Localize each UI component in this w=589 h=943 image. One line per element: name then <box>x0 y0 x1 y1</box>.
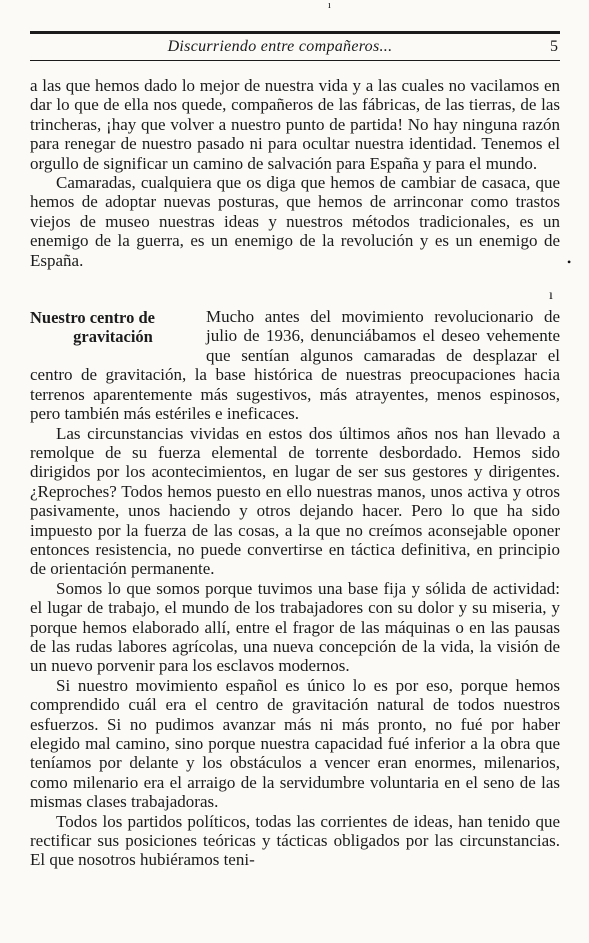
section-heading-line: gravitación <box>73 327 153 347</box>
section-spacer <box>30 270 560 307</box>
page-number: 5 <box>550 38 558 55</box>
running-title: Discurriendo entre compañeros... <box>167 38 393 55</box>
section-heading <box>30 308 196 347</box>
paragraph-continued: a las que hemos dado lo mejor de nuestra vida y a las cuales no vacilamos en dar lo que de ella nos quede, compañeros de las fábricas, de las tierras, de las trincheras, ¡hay que volver a nuestro punto de partida! No hay ninguna razón para renegar de nuestro pasado ni para ocultar nuestra identidad. Tenemos el orgullo de significar un camino de salvación para España y para el mundo. <box>30 76 560 173</box>
page-body <box>30 76 560 870</box>
paragraph: Camaradas, cualquiera que os diga que hemos de cambiar de casaca, que hemos de adoptar nuevas posturas, que hemos de arrinconar como trastos viejos de museo nuestras ideas y nuestros métodos tradicionales, es un enemigo de la guerra, es un enemigo de la revolución y es un enemigo de España. <box>30 173 560 270</box>
paragraph: Las circunstancias vividas en estos dos últimos años nos han llevado a remolque de su fuerza elemental de torrente desbordado. Hemos sido dirigidos por los acontecimientos, en lugar de ser sus gestores y dirigentes. ¿Reproches? Todos hemos puesto en ello nuestras manos, unos activa y otros pasivamente, unos haciendo y otros dejando hacer. Pero lo que ha sido impuesto por la fuerza de las cosas, a la que no creímos aconsejable oponer entonces resistencia, no puede convertirse en táctica definitiva, en principio de orientación permanente. <box>30 423 560 579</box>
header-rule-bottom <box>30 60 560 61</box>
header-rule-top <box>30 31 560 34</box>
paragraph: Todos los partidos políticos, todas las corrientes de ideas, han tenido que rectificar sus posiciones teóricas y tácticas obligados por las circunstancias. El que nosotros hubiéramos teni- <box>30 811 560 870</box>
scan-speck: ı <box>328 0 331 11</box>
section-heading-line: Nuestro centro de <box>30 308 155 328</box>
scan-speck: • <box>567 255 572 269</box>
paragraph: Si nuestro movimiento español es único lo es por eso, porque hemos comprendido cuál era el centro de gravitación natural de todos nuestros esfuerzos. Si no pudimos avanzar más ni más pronto, no fué por haber elegido mal camino, sino porque nuestra capacidad fué inferior a la obra que teníamos por delante y los obstáculos a vencer eran enormes, milenarios, como milenario era el arraigo de la servidumbre voluntaria en el seno de las mismas clases trabajadoras. <box>30 675 560 812</box>
scan-speck: ı <box>549 288 553 303</box>
running-header <box>30 36 560 58</box>
paragraph: Somos lo que somos porque tuvimos una base fija y sólida de actividad: el lugar de trabajo, el mundo de los trabajadores con su dolor y su miseria, y porque hemos elaborado allí, entre el fragor de las máquinas o en las pausas de las rudas labores agrícolas, una nueva concepción de la vida, la visión de un nuevo porvenir para los esclavos modernos. <box>30 578 560 676</box>
paragraph: Mucho antes del movimiento revolucionario de julio de 1936, denunciábamos el deseo vehemente que sentían algunos camaradas de desplazar el centro de gravitación, la base histórica de nuestras preocupaciones hacia terrenos aparentemente más sugestivos, más atrayentes, menos espinosos, pero también más estériles e ineficaces. <box>30 307 560 424</box>
